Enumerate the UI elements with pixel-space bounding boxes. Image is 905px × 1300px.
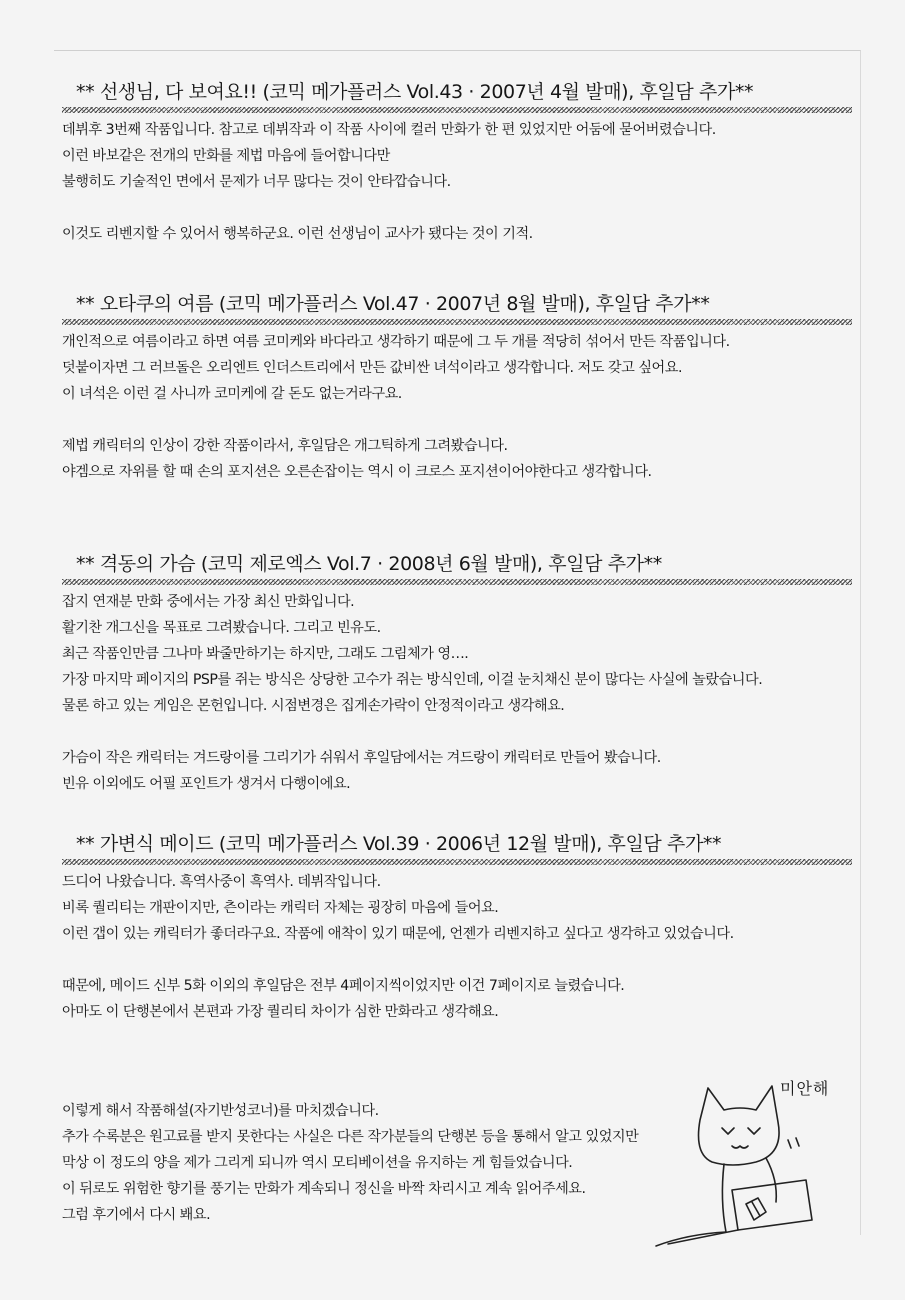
text-line: 가슴이 작은 캐릭터는 겨드랑이를 그리기가 쉬워서 후일담에서는 겨드랑이 캐릭터로 만들어 봤습니다.	[62, 750, 661, 766]
text-line: 비록 퀄리티는 개판이지만, 츤이라는 캐릭터 자체는 굉장히 마음에 들어요.	[62, 900, 499, 916]
text-line: 때문에, 메이드 신부 5화 이외의 후일담은 전부 4페이지씩이었지만 이건 7페이지로 늘렸습니다.	[62, 978, 625, 994]
text-line: 이런 갭이 있는 캐릭터가 좋더라구요. 작품에 애착이 있기 때문에, 언젠가 리벤지하고 싶다고 생각하고 있었습니다.	[62, 926, 734, 942]
doodle-caption: 미안해	[780, 1079, 830, 1098]
section-divider	[62, 579, 852, 585]
section-divider	[62, 319, 852, 325]
text-line: 불행히도 기술적인 면에서 문제가 너무 많다는 것이 안타깝습니다.	[62, 174, 451, 190]
section-divider	[62, 859, 852, 865]
text-line: 데뷔후 3번째 작품입니다. 참고로 데뷔작과 이 작품 사이에 컬러 만화가 한 편 있었지만 어둠에 묻어버렸습니다.	[62, 122, 716, 138]
blank-line	[62, 195, 862, 221]
text-line: 가장 마지막 페이지의 PSP를 쥐는 방식은 상당한 고수가 쥐는 방식인데, 이걸 눈치채신 분이 많다는 사실에 놀랐습니다.	[62, 672, 763, 688]
text-line: 야겜으로 자위를 할 때 손의 포지션은 오른손잡이는 역시 이 크로스 포지션이어야한다고 생각합니다.	[62, 464, 652, 480]
cat-doodle-icon	[628, 1070, 850, 1250]
text-line: 빈유 이외에도 어필 포인트가 생겨서 다행이에요.	[62, 776, 351, 792]
commentary-section-3	[62, 552, 862, 797]
text-line: 추가 수록분은 원고료를 받지 못한다는 사실은 다른 작가분들의 단행본 등을 통해서 알고 있었지만	[62, 1129, 639, 1145]
section-title: ** 선생님, 다 보여요!! (코믹 메가플러스 Vol.43 · 2007년 4월 발매), 후일담 추가**	[76, 81, 754, 103]
blank-line	[62, 719, 862, 745]
section-title: ** 가변식 메이드 (코믹 메가플러스 Vol.39 · 2006년 12월 발매), 후일담 추가**	[76, 833, 722, 855]
blank-line	[62, 947, 862, 973]
section-title: ** 격동의 가슴 (코믹 제로엑스 Vol.7 · 2008년 6월 발매), 후일담 추가**	[76, 553, 662, 575]
section-divider	[62, 107, 852, 113]
text-line: 덧붙이자면 그 러브돌은 오리엔트 인더스트리에서 만든 값비싼 녀석이라고 생각합니다. 저도 갖고 싶어요.	[62, 360, 682, 376]
commentary-section-1	[62, 80, 862, 247]
text-line: 이 뒤로도 위험한 향기를 풍기는 만화가 계속되니 정신을 바짝 차리시고 계속 읽어주세요.	[62, 1181, 586, 1197]
text-line: 최근 작품인만큼 그나마 봐줄만하기는 하지만, 그래도 그림체가 영….	[62, 646, 469, 662]
text-line: 개인적으로 여름이라고 하면 여름 코미케와 바다라고 생각하기 때문에 그 두 개를 적당히 섞어서 만든 작품입니다.	[62, 334, 730, 350]
text-line: 그럼 후기에서 다시 봬요.	[62, 1207, 211, 1223]
text-line: 이런 바보같은 전개의 만화를 제법 마음에 들어합니다만	[62, 148, 390, 164]
commentary-section-2	[62, 292, 862, 485]
closing-remarks	[62, 1098, 712, 1228]
text-line: 이 녀석은 이런 걸 사니까 코미케에 갈 돈도 없는거라구요.	[62, 386, 402, 402]
commentary-section-4	[62, 832, 862, 1025]
text-line: 이것도 리벤지할 수 있어서 행복하군요. 이런 선생님이 교사가 됐다는 것이 기적.	[62, 226, 533, 242]
text-line: 제법 캐릭터의 인상이 강한 작품이라서, 후일담은 개그틱하게 그려봤습니다.	[62, 438, 508, 454]
text-line: 막상 이 정도의 양을 제가 그리게 되니까 역시 모티베이션을 유지하는 게 힘들었습니다.	[62, 1155, 573, 1171]
text-line: 드디어 나왔습니다. 흑역사중이 흑역사. 데뷔작입니다.	[62, 874, 381, 890]
text-line: 물론 하고 있는 게임은 몬헌입니다. 시점변경은 집게손가락이 안정적이라고 생각해요.	[62, 698, 565, 714]
text-line: 활기찬 개그신을 목표로 그려봤습니다. 그리고 빈유도.	[62, 620, 381, 636]
blank-line	[62, 407, 862, 433]
text-line: 아마도 이 단행본에서 본편과 가장 퀄리티 차이가 심한 만화라고 생각해요.	[62, 1004, 499, 1020]
text-line: 이렇게 해서 작품해설(자기반성코너)를 마치겠습니다.	[62, 1103, 379, 1119]
section-title: ** 오타쿠의 여름 (코믹 메가플러스 Vol.47 · 2007년 8월 발매), 후일담 추가**	[76, 293, 710, 315]
text-line: 잡지 연재분 만화 중에서는 가장 최신 만화입니다.	[62, 594, 355, 610]
